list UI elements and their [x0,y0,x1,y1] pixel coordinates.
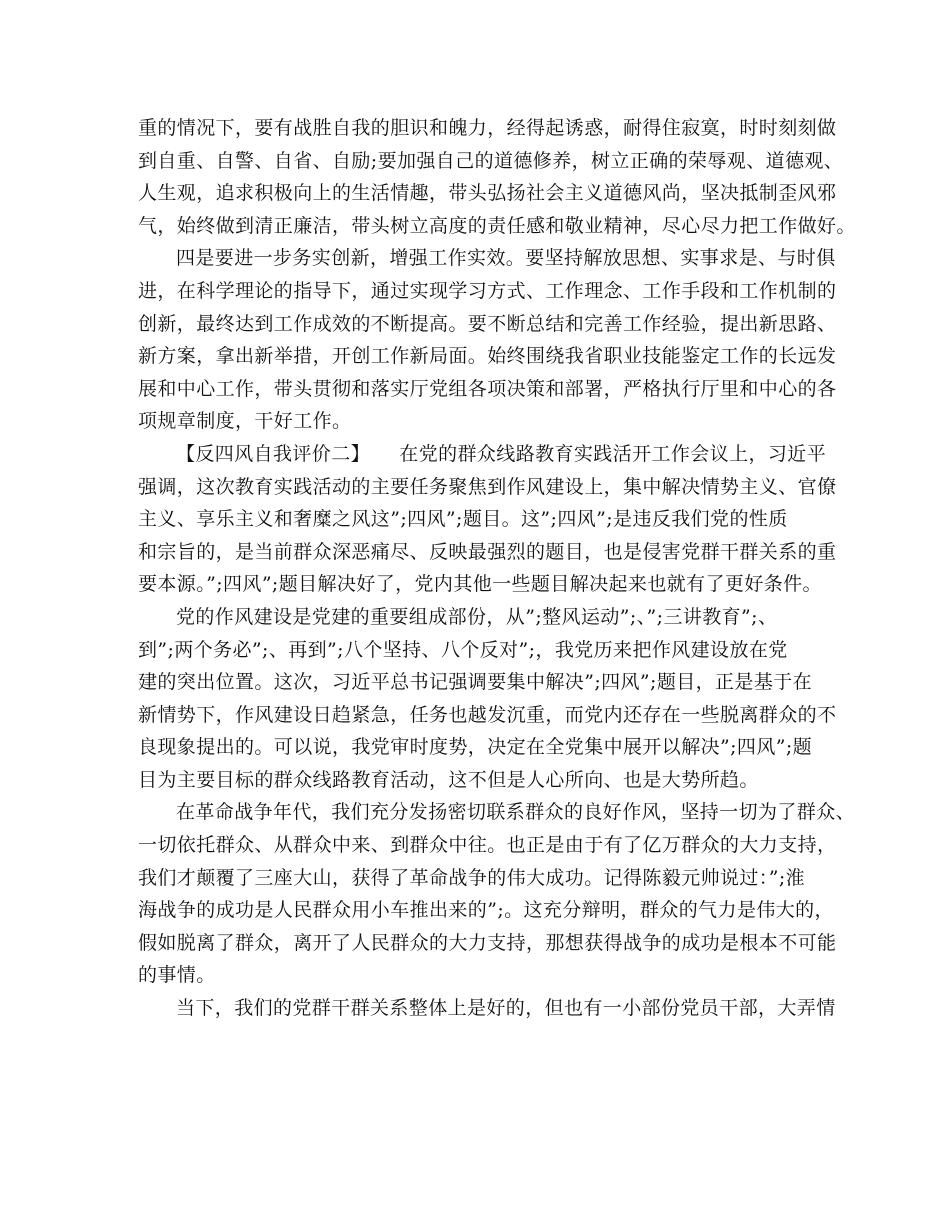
text-line: 海战争的成功是人民群众用小车推出来的”;。这充分辩明，群众的气力是伟大的， [138,899,834,922]
text-line: 到自重、自警、自省、自励;要加强自己的道德修养，树立正确的荣辱观、道德观、 [138,149,844,172]
text-line: 要本源。”;四风”;题目解决好了，党内其他一些题目解决起来也就有了更好条件。 [138,573,822,596]
text-line: 气，始终做到清正廉洁，带头树立高度的责任感和敬业精神，尽心尽力把工作做好。 [138,214,856,237]
text-line: 一切依托群众、从群众中来、到群众中往。也正是由于有了亿万群众的大力支持， [138,834,837,857]
text-line: 展和中心工作，带头贯彻和落实厅党组各项决策和部署，严格执行厅里和中心的各 [138,377,837,400]
document-body [138,112,856,1025]
text-line: 强调，这次教育实践活动的主要任务聚焦到作风建设上，集中解决情势主义、官僚 [138,475,837,498]
text-line: 重的情况下，要有战胜自我的胆识和魄力，经得起诱惑，耐得住寂寞，时时刻刻做 [138,117,837,139]
text-line: 建的突出位置。这次，习近平总书记强调要集中解决”;四风”;题目，正是基于在 [138,671,813,694]
text-line: 主义、享乐主义和奢糜之风这”;四风”;题目。这”;四风”;是违反我们党的性质 [138,508,788,531]
text-line: 项规章制度，干好工作。 [138,410,352,433]
text-line: 新方案，拿出新举措，开创工作新局面。始终围绕我省职业技能鉴定工作的长远发 [138,345,837,368]
text-line: 人生观，追求积极向上的生活情趣，带头弘扬社会主义道德风尚，坚决抵制歪风邪 [138,182,837,205]
text-line: 【反四风自我评价二】 在党的群众线路教育实践活开工作会议上，习近平 [176,442,827,465]
text-line: 四是要进一步务实创新，增强工作实效。要坚持解放思想、实事求是、与时俱 [176,247,836,270]
text-line: 当下，我们的党群干群关系整体上是好的，但也有一小部份党员干部，大弄情 [176,997,836,1020]
text-line: 进，在科学理论的指导下，通过实现学习方式、工作理念、工作手段和工作机制的 [138,279,837,302]
text-line: 目为主要目标的群众线路教育活动，这不但是人心所向、也是大势所趋。 [138,768,759,791]
text-line: 良现象提出的。可以说，我党审时度势，决定在全党集中展开以解决”;四风”;题 [138,736,813,759]
text-line: 党的作风建设是党建的重要组成部份，从”;整风运动”;、”;三讲教育”;、 [176,605,778,628]
text-line: 假如脱离了群众，离开了人民群众的大力支持，那想获得战争的成功是根本不可能 [138,931,837,954]
text-line: 创新，最终达到工作成效的不断提高。要不断总结和完善工作经验，提出新思路、 [138,312,837,335]
text-line: 和宗旨的，是当前群众深恶痛尽、反映最强烈的题目，也是侵害党群干群关系的重 [138,540,837,563]
text-line: 新情势下，作风建设日趋紧急，任务也越发沉重，而党内还存在一些脱离群众的不 [138,703,837,726]
text-line: 在革命战争年代，我们充分发扬密切联系群众的良好作风，坚持一切为了群众、 [176,801,856,824]
text-line: 的事情。 [138,964,216,987]
text-line: 到”;两个务必”;、再到”;八个坚持、八个反对”;，我党历来把作风建设放在党 [138,638,788,661]
text-line: 我们才颠覆了三座大山，获得了革命战争的伟大成功。记得陈毅元帅说过：”;淮 [138,866,806,889]
